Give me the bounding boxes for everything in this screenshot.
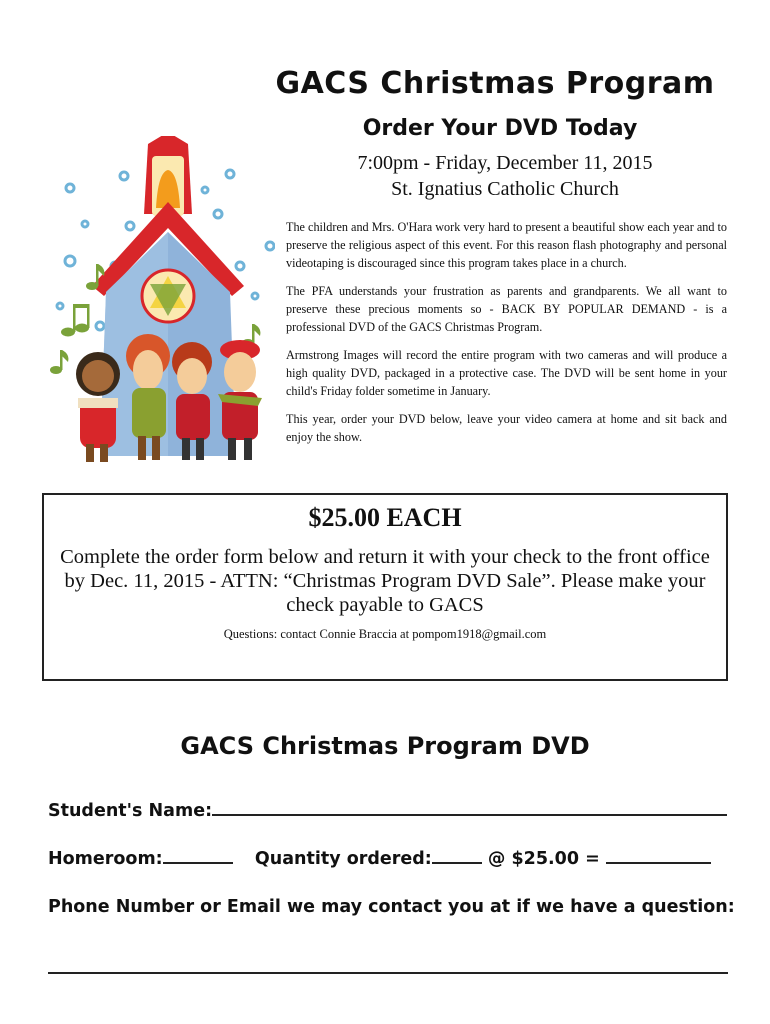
- price-label: @ $25.00 =: [487, 849, 600, 869]
- form-title: GACS Christmas Program DVD: [180, 732, 590, 760]
- order-instructions: Complete the order form below and return it with your check to the front office by Dec. 11, 2015 - ATTN: “Christmas Program DVD Sale”. Please make your check payable to GACS: [60, 546, 710, 616]
- description: [286, 218, 727, 456]
- paragraph-2: The PFA understands your frustration as parents and grandparents. We all want to preserve these precious moments so - BACK BY POPULAR DEMAND - is a professional DVD of the GACS Christmas Program.: [286, 284, 727, 334]
- event-time: 7:00pm - Friday, December 11, 2015: [357, 152, 653, 174]
- student-name-label: Student's Name:: [48, 801, 213, 821]
- page-subtitle: Order Your DVD Today: [362, 116, 638, 141]
- student-name-field[interactable]: [212, 798, 727, 816]
- price-heading: $25.00 EACH: [308, 503, 462, 532]
- student-name-row: [48, 798, 728, 821]
- homeroom-row: [48, 846, 728, 869]
- total-field[interactable]: [606, 846, 711, 864]
- price-box: [42, 493, 728, 681]
- church-carolers-icon: [40, 136, 275, 466]
- paragraph-4: This year, order your DVD below, leave your video camera at home and sit back and enjoy the show.: [286, 412, 727, 444]
- event-place: St. Ignatius Catholic Church: [391, 178, 619, 200]
- phone-label: Phone Number or Email we may contact you at if we have a question:: [48, 897, 735, 917]
- page-title: GACS Christmas Program: [275, 66, 715, 101]
- paragraph-1: The children and Mrs. O'Hara work very hard to present a beautiful show each year and to preserve the religious aspect of this event. For this reason flash photography and personal videotaping is discouraged since this program takes place in a church.: [286, 220, 727, 270]
- phone-row: [48, 897, 735, 917]
- paragraph-3: Armstrong Images will record the entire program with two cameras and will produce a high quality DVD, packaged in a protective case. The DVD will be sent home in your child's Friday folder sometime in January.: [286, 348, 727, 398]
- quantity-label: Quantity ordered:: [254, 849, 432, 869]
- homeroom-field[interactable]: [163, 846, 233, 864]
- quantity-field[interactable]: [432, 846, 482, 864]
- phone-email-field[interactable]: [48, 950, 728, 974]
- contact-info: Questions: contact Connie Braccia at pompom1918@gmail.com: [223, 627, 547, 641]
- homeroom-label: Homeroom:: [48, 849, 163, 869]
